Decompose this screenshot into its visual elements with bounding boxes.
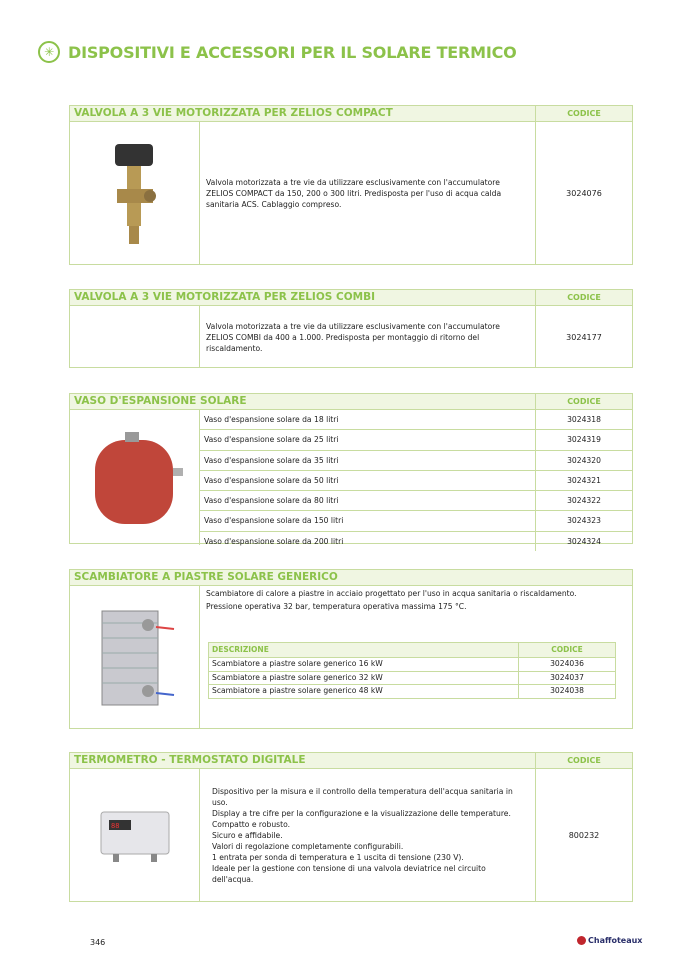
description-line: Display a tre cifre per la configurazione e la visualizzazione delle temperature. [212,809,511,818]
row-code: 3024036 [518,658,615,671]
table-row [209,672,615,686]
section-title: VASO D'ESPANSIONE SOLARE [74,395,247,407]
code-header: CODICE [518,643,615,657]
page-title [38,41,517,63]
page-title-text: DISPOSITIVI E ACCESSORI PER IL SOLARE TERMICO [68,42,517,62]
row-description: Scambiatore a piastre solare generico 32 kW [212,672,383,682]
svg-text:88: 88 [110,821,119,830]
plate-exchanger-image [70,586,200,729]
product-description: Valvola motorizzata a tre vie da utilizzare esclusivamente con l'accumulatore ZELIOS COMBI da 400 a 1.000. Predisposta per montaggio di ritorno del riscaldamento. [206,321,500,353]
brand-logo-icon [577,936,586,945]
description-header: DESCRIZIONE [212,645,269,654]
row-code: 3024037 [518,672,615,685]
table-row [200,532,632,551]
row-description: Vaso d'espansione solare da 150 litri [204,516,344,526]
product-description: Valvola motorizzata a tre vie da utilizzare esclusivamente con l'accumulatore ZELIOS COMPACT da 150, 200 o 300 litri. Predisposta per l'uso di acqua calda sanitaria ACS. Cablaggio compreso. [206,178,502,209]
row-description: Scambiatore a piastre solare generico 48 kW [212,686,383,695]
description-line: Valori di regolazione completamente configurabili. [212,842,404,851]
section-title: VALVOLA A 3 VIE MOTORIZZATA PER ZELIOS COMBI [74,291,375,303]
section-valve-compact [69,105,633,265]
thermostat-image [70,769,200,902]
expansion-vessel-image [70,410,200,545]
section-expansion-vessel [69,393,633,544]
description-line: Compatto e robusto. [212,820,291,829]
row-description: Vaso d'espansione solare da 200 litri [204,536,344,546]
variants-table [208,642,616,699]
section-plate-exchanger [69,569,633,729]
table-row [200,491,632,511]
row-code: 3024320 [535,451,632,470]
code-header: CODICE [535,106,632,121]
code-header: CODICE [535,394,632,409]
description-line: Ideale per la gestione con tensione di una valvola deviatrice nel circuito dell'acqua. [212,864,486,884]
description-line: Pressione operativa 32 bar, temperatura operativa massima 175 °C. [206,602,467,611]
table-row [209,658,615,672]
brand-name: Chaffoteaux [588,936,643,945]
product-description [200,769,535,902]
product-code: 800232 [535,769,632,902]
section-title: VALVOLA A 3 VIE MOTORIZZATA PER ZELIOS COMPACT [74,107,393,119]
brand-logo [577,936,642,945]
sun-icon: ✳ [38,41,60,63]
row-description: Vaso d'espansione solare da 80 litri [204,496,339,506]
row-description: Vaso d'espansione solare da 18 litri [204,415,339,424]
description-line: Sicuro e affidabile. [212,831,283,840]
description-line: 1 entrata per sonda di temperatura e 1 uscita di tensione (230 V). [212,853,464,862]
section-title: SCAMBIATORE A PIASTRE SOLARE GENERICO [74,571,338,583]
page-number: 346 [90,938,106,947]
row-code: 3024318 [535,410,632,429]
row-code: 3024324 [535,532,632,551]
description-line: Scambiatore di calore a piastre in acciaio progettato per l'uso in acqua sanitaria o riscaldamento. [206,589,577,598]
description-line: Dispositivo per la misura e il controllo della temperatura dell'acqua sanitaria in uso. [212,787,513,807]
row-code: 3024323 [535,511,632,530]
code-header: CODICE [535,290,632,305]
table-row [200,471,632,491]
image-placeholder [70,306,200,368]
row-code: 3024319 [535,430,632,449]
valve-image [70,122,200,265]
table-row [200,451,632,471]
row-description: Vaso d'espansione solare da 25 litri [204,435,339,445]
row-description: Vaso d'espansione solare da 35 litri [204,455,339,465]
row-code: 3024321 [535,471,632,490]
table-row [200,430,632,450]
row-code: 3024322 [535,491,632,510]
code-header: CODICE [535,753,632,768]
row-description: Scambiatore a piastre solare generico 16 kW [212,659,383,668]
section-digital-thermostat [69,752,633,902]
product-code: 3024076 [535,122,632,265]
table-row [200,511,632,531]
section-valve-combi [69,289,633,368]
section-title: TERMOMETRO - TERMOSTATO DIGITALE [74,754,306,766]
row-description: Vaso d'espansione solare da 50 litri [204,475,339,485]
table-row [209,685,615,698]
row-code: 3024038 [518,685,615,698]
product-code: 3024177 [535,306,632,368]
table-row [200,410,632,430]
